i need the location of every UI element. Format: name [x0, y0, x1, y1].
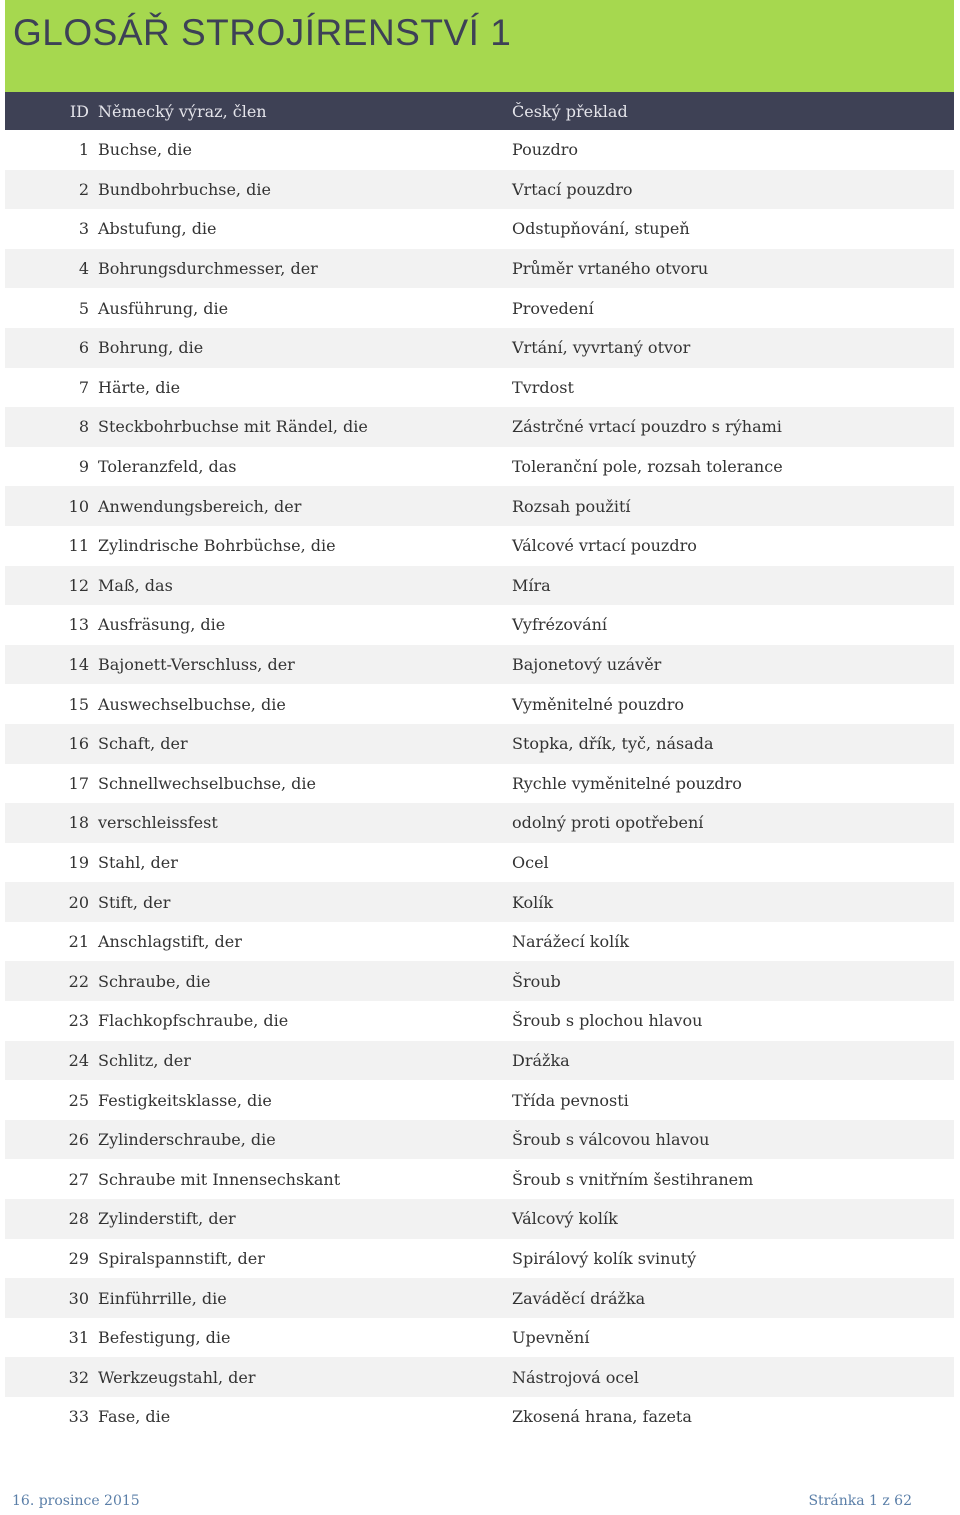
row-id: 27: [68, 1169, 89, 1189]
row-id: 3: [78, 219, 89, 239]
row-german-term: Schnellwechselbuchse, die: [98, 773, 316, 793]
row-german-term: Befestigung, die: [98, 1328, 231, 1348]
row-czech-translation: Ocel: [512, 852, 549, 872]
row-id: 22: [68, 971, 89, 991]
table-row: [5, 328, 954, 368]
row-id: 20: [68, 892, 89, 912]
row-german-term: Ausfräsung, die: [98, 615, 226, 635]
row-id: 31: [68, 1328, 89, 1348]
row-german-term: Steckbohrbuchse mit Rändel, die: [98, 417, 368, 437]
row-czech-translation: Šroub: [512, 971, 561, 991]
row-id: 18: [68, 813, 89, 833]
table-row: [5, 645, 954, 685]
footer-date: 16. prosince 2015: [12, 1493, 140, 1509]
table-row: [5, 1120, 954, 1160]
row-id: 33: [68, 1407, 89, 1427]
row-german-term: Einführrille, die: [98, 1288, 227, 1308]
row-german-term: Zylinderschraube, die: [98, 1130, 276, 1150]
row-czech-translation: Třída pevnosti: [512, 1090, 629, 1110]
row-czech-translation: Vyfrézování: [512, 615, 608, 635]
row-czech-translation: Rozsah použití: [512, 496, 631, 516]
table-row: [5, 843, 954, 883]
row-german-term: Härte, die: [98, 377, 181, 397]
table-row: [5, 1199, 954, 1239]
row-czech-translation: Nástrojová ocel: [512, 1367, 639, 1387]
row-german-term: Stift, der: [98, 892, 171, 912]
table-row: [5, 922, 954, 962]
row-id: 15: [68, 694, 89, 714]
row-german-term: Schlitz, der: [98, 1050, 191, 1070]
row-german-term: Auswechselbuchse, die: [98, 694, 286, 714]
row-id: 25: [68, 1090, 89, 1110]
table-row: [5, 1239, 954, 1279]
row-german-term: Schraube, die: [98, 971, 211, 991]
row-german-term: Festigkeitsklasse, die: [98, 1090, 272, 1110]
row-id: 26: [68, 1130, 89, 1150]
row-german-term: Bundbohrbuchse, die: [98, 179, 271, 199]
row-id: 30: [68, 1288, 89, 1308]
row-czech-translation: Kolík: [512, 892, 554, 912]
row-id: 9: [78, 457, 89, 477]
table-row: [5, 526, 954, 566]
row-id: 19: [68, 852, 89, 872]
table-row: [5, 1041, 954, 1081]
header-czech: Český překlad: [512, 101, 628, 121]
row-german-term: Bohrung, die: [98, 338, 204, 358]
table-row: [5, 407, 954, 447]
row-id: 2: [78, 179, 89, 199]
row-czech-translation: Válcové vrtací pouzdro: [512, 536, 697, 556]
row-id: 14: [68, 655, 89, 675]
row-german-term: Abstufung, die: [98, 219, 217, 239]
table-body: [5, 130, 954, 1437]
row-german-term: Anwendungsbereich, der: [98, 496, 302, 516]
row-id: 4: [78, 259, 89, 279]
row-id: 5: [78, 298, 89, 318]
row-czech-translation: Šroub s plochou hlavou: [512, 1011, 703, 1031]
row-id: 29: [68, 1248, 89, 1268]
row-czech-translation: Tvrdost: [512, 377, 574, 397]
table-row: [5, 447, 954, 487]
row-id: 16: [68, 734, 89, 754]
table-row: [5, 724, 954, 764]
row-german-term: Ausführung, die: [98, 298, 229, 318]
row-german-term: Flachkopfschraube, die: [98, 1011, 289, 1031]
row-czech-translation: Provedení: [512, 298, 594, 318]
row-czech-translation: Odstupňování, stupeň: [512, 219, 690, 239]
table-row: [5, 368, 954, 408]
row-czech-translation: Vrtací pouzdro: [512, 179, 633, 199]
table-row: [5, 249, 954, 289]
row-id: 32: [68, 1367, 89, 1387]
row-id: 11: [68, 536, 89, 556]
row-german-term: verschleissfest: [98, 813, 218, 833]
row-czech-translation: Spirálový kolík svinutý: [512, 1248, 697, 1268]
row-german-term: Maß, das: [98, 575, 173, 595]
row-czech-translation: Bajonetový uzávěr: [512, 655, 662, 675]
row-czech-translation: odolný proti opotřebení: [512, 813, 704, 833]
table-row: [5, 486, 954, 526]
row-czech-translation: Drážka: [512, 1050, 570, 1070]
row-czech-translation: Zaváděcí drážka: [512, 1288, 646, 1308]
page-title: GLOSÁŘ STROJÍRENSTVÍ 1: [13, 12, 512, 53]
row-german-term: Toleranzfeld, das: [98, 457, 237, 477]
table-row: [5, 1278, 954, 1318]
row-id: 13: [68, 615, 89, 635]
row-id: 24: [68, 1050, 89, 1070]
row-czech-translation: Zkosená hrana, fazeta: [512, 1407, 692, 1427]
table-row: [5, 961, 954, 1001]
row-german-term: Fase, die: [98, 1407, 171, 1427]
row-id: 17: [68, 773, 89, 793]
glossary-table: [5, 92, 954, 1437]
row-german-term: Bajonett-Verschluss, der: [98, 655, 295, 675]
row-czech-translation: Válcový kolík: [512, 1209, 618, 1229]
row-czech-translation: Rychle vyměnitelné pouzdro: [512, 773, 742, 793]
table-row: [5, 764, 954, 804]
row-id: 7: [78, 377, 89, 397]
row-id: 10: [68, 496, 89, 516]
row-czech-translation: Vyměnitelné pouzdro: [512, 694, 685, 714]
row-id: 28: [68, 1209, 89, 1229]
row-czech-translation: Šroub s válcovou hlavou: [512, 1130, 710, 1150]
row-german-term: Stahl, der: [98, 852, 178, 872]
table-row: [5, 605, 954, 645]
row-german-term: Anschlagstift, der: [98, 932, 242, 952]
row-german-term: Spiralspannstift, der: [98, 1248, 265, 1268]
row-czech-translation: Šroub s vnitřním šestihranem: [512, 1169, 754, 1189]
row-id: 12: [68, 575, 89, 595]
row-czech-translation: Zástrčné vrtací pouzdro s rýhami: [512, 417, 782, 437]
table-row: [5, 684, 954, 724]
row-id: 6: [78, 338, 89, 358]
table-row: [5, 882, 954, 922]
row-czech-translation: Narážecí kolík: [512, 932, 630, 952]
row-german-term: Werkzeugstahl, der: [98, 1367, 256, 1387]
row-czech-translation: Míra: [512, 575, 551, 595]
table-row: [5, 1159, 954, 1199]
table-row: [5, 566, 954, 606]
row-german-term: Schraube mit Innensechskant: [98, 1169, 341, 1189]
row-czech-translation: Průměr vrtaného otvoru: [512, 259, 709, 279]
table-row: [5, 1397, 954, 1437]
row-id: 1: [78, 140, 89, 160]
table-row: [5, 288, 954, 328]
table-row: [5, 1001, 954, 1041]
table-row: [5, 1318, 954, 1358]
row-czech-translation: Toleranční pole, rozsah tolerance: [512, 457, 783, 477]
title-bar: [5, 0, 954, 92]
row-czech-translation: Vrtání, vyvrtaný otvor: [512, 338, 691, 358]
header-german: Německý výraz, člen: [98, 101, 267, 121]
table-row: [5, 1357, 954, 1397]
header-id: ID: [69, 101, 89, 121]
row-id: 8: [78, 417, 89, 437]
footer-page-number: Stránka 1 z 62: [808, 1493, 912, 1509]
table-row: [5, 170, 954, 210]
row-german-term: Bohrungsdurchmesser, der: [98, 259, 318, 279]
row-german-term: Zylinderstift, der: [98, 1209, 236, 1229]
table-row: [5, 209, 954, 249]
row-german-term: Buchse, die: [98, 140, 193, 160]
row-german-term: Schaft, der: [98, 734, 188, 754]
row-german-term: Zylindrische Bohrbüchse, die: [98, 536, 336, 556]
row-czech-translation: Stopka, dřík, tyč, násada: [512, 734, 714, 754]
table-row: [5, 803, 954, 843]
row-id: 23: [68, 1011, 89, 1031]
row-czech-translation: Upevnění: [512, 1328, 590, 1348]
table-row: [5, 130, 954, 170]
table-row: [5, 1080, 954, 1120]
row-czech-translation: Pouzdro: [512, 140, 579, 160]
table-header-row: [5, 92, 954, 130]
row-id: 21: [68, 932, 89, 952]
